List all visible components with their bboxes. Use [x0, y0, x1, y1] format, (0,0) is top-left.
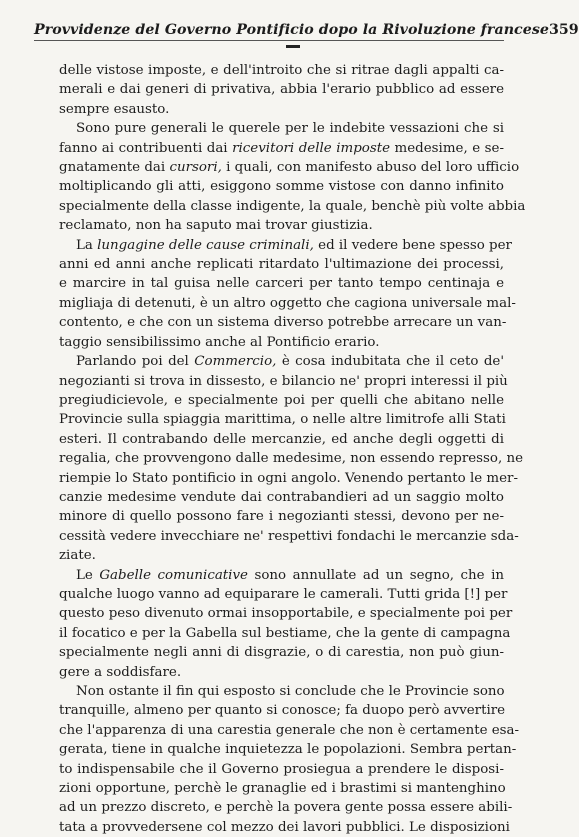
- text-line: canzie medesime vendute dai contrabandieri ad un saggio molto: [59, 489, 504, 505]
- text-line: merali e dai generi di privativa, abbia l'erario pubblico ad essere: [59, 82, 504, 98]
- ornament-mark: [286, 45, 300, 48]
- text-line: Sono pure generali le querele per le indebite vessazioni che si: [76, 121, 504, 137]
- text-line: Le Gabelle comunicative sono annullate ad un segno, che in: [76, 567, 504, 583]
- text-line: migliaja di detenuti, è un altro oggetto che cagiona universale mal-: [59, 295, 516, 311]
- text-line: qualche luogo vanno ad equiparare le camerali. Tutti grida [!] per: [59, 586, 508, 602]
- page-number: 359: [548, 22, 579, 38]
- running-header: [34, 22, 579, 41]
- text-line: il focatico e per la Gabella sul bestiame, che la gente di campagna: [59, 625, 511, 641]
- text-line: to indispensabile che il Governo prosiegua a prendere le disposi-: [59, 761, 504, 777]
- text-line: gnatamente dai cursori, i quali, con manifesto abuso del loro ufficio: [59, 160, 520, 176]
- text-line: questo peso divenuto ormai insopportabile, e specialmente poi per: [59, 606, 513, 622]
- text-line: gere a soddisfare.: [59, 664, 182, 680]
- text-line: contento, e che con un sistema diverso potrebbe arrecare un van-: [59, 315, 507, 331]
- text-line: tranquille, almeno per quanto si conosce; fa duopo però avvertire: [59, 703, 506, 719]
- text-line: e marcire in tal guisa nelle carceri per tanto tempo centinaja e: [59, 276, 504, 292]
- text-line: reclamato, non ha saputo mai trovar giustizia.: [59, 218, 373, 234]
- text-line: taggio sensibilissimo anche al Pontificio erario.: [59, 334, 380, 350]
- text-line: anni ed anni anche replicati ritardato l'ultimazione dei processi,: [59, 257, 504, 273]
- text-line: cessità vedere invecchiare ne' respettivi fondachi le mercanzie sda-: [59, 528, 519, 544]
- text-line: Non ostante il fin qui esposto si conclude che le Provincie sono: [76, 684, 505, 699]
- text-line: riempie lo Stato pontificio in ogni angolo. Venendo pertanto le mer-: [59, 470, 518, 486]
- text-line: Provincie sulla spiaggia marittima, o nelle altre limitrofe alli Stati: [59, 412, 506, 428]
- running-title: Provvidenze del Governo Pontificio dopo la Rivoluzione francese: [34, 22, 549, 38]
- text-line: fanno ai contribuenti dai ricevitori delle imposte medesime, e se-: [59, 140, 504, 156]
- text-line: che l'apparenza di una carestia generale che non è certamente esa-: [59, 722, 520, 738]
- text-line: specialmente della classe indigente, la quale, benchè più volte abbia: [59, 198, 526, 214]
- text-line: Parlando poi del Commercio, è cosa indubitata che il ceto de': [76, 354, 505, 370]
- text-line: specialmente negli anni di disgrazie, o di carestia, non può giun-: [59, 645, 504, 661]
- text-line: minore di quello possono fare i negozianti stessi, devono per ne-: [59, 509, 504, 525]
- text-line: negozianti si trova in dissesto, e bilancio ne' propri interessi il più: [59, 373, 508, 389]
- text-line: pregiudicievole, e specialmente poi per quelli che abitano nelle: [59, 392, 504, 408]
- text-line: zioni opportune, perchè le granaglie ed i brastimi si mantenghino: [59, 781, 506, 797]
- text-line: gerata, tiene in qualche inquietezza le popolazioni. Sembra pertan-: [59, 742, 517, 758]
- text-line: regalia, che provvengono dalle medesime, non essendo represso, ne: [59, 451, 524, 467]
- text-line: sempre esausto.: [59, 101, 170, 117]
- body-text: [59, 61, 526, 837]
- text-line: La lungagine delle cause criminali, ed il vedere bene spesso per: [76, 237, 512, 253]
- text-line: ad un prezzo discreto, e perchè la povera gente possa essere abili-: [59, 800, 513, 816]
- text-line: delle vistose imposte, e dell'introito che si ritrae dagli appalti ca-: [59, 63, 504, 78]
- text-line: ziate.: [59, 548, 96, 564]
- text-line: moltiplicando gli atti, esiggono somme vistose con danno infinito: [59, 179, 504, 195]
- text-line: tata a provvedersene col mezzo dei lavori pubblici. Le disposizioni: [59, 819, 510, 835]
- text-line: esteri. Il contrabando delle mercanzie, ed anche degli oggetti di: [59, 431, 504, 447]
